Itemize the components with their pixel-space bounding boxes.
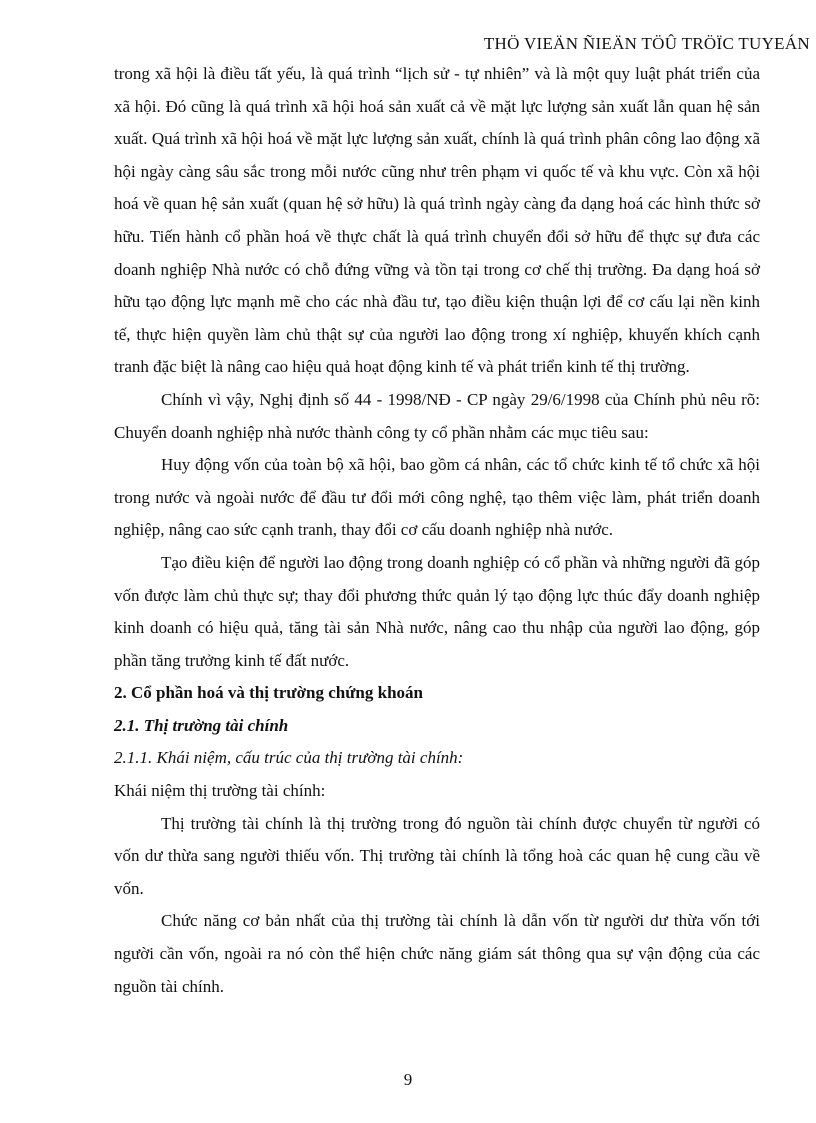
paragraph-definition: Thị trường tài chính là thị trường trong đó nguồn tài chính được chuyển từ người có vốn dư thừa sang người thiếu vốn. Thị trường tài chính là tổng hoà các quan hệ cung cầu về vốn. bbox=[114, 813, 760, 898]
page-number: 9 bbox=[403, 1070, 413, 1089]
document-header: THÖ VIEÄN ÑIEÄN TÖÛ TRÖÏC TUYEÁN bbox=[483, 34, 810, 53]
document-body bbox=[114, 58, 760, 1003]
paragraph-decree: Chính vì vậy, Nghị định số 44 - 1998/NĐ - CP ngày 29/6/1998 của Chính phủ nêu rõ: Chuyển doanh nghiệp nhà nước thành công ty cổ phần nhằm các mục tiêu sau: bbox=[114, 389, 760, 442]
paragraph-capital-mobilization: Huy động vốn của toàn bộ xã hội, bao gồm cá nhân, các tổ chức kinh tế tổ chức xã hội trong nước và ngoài nước để đầu tư đổi mới công nghệ, tạo thêm việc làm, phát triển doanh nghiệp, nâng cao sức cạnh tranh, thay đổi cơ cấu doanh nghiệp nhà nước. bbox=[114, 455, 760, 540]
paragraph-socialization: trong xã hội là điều tất yếu, là quá trình “lịch sử - tự nhiên” và là một quy luật phát triển của xã hội. Đó cũng là quá trình xã hội hoá sản xuất cả về mặt lực lượng sản xuất lẫn quan hệ sản xuất. Quá trình xã hội hoá về mặt lực lượng sản xuất, chính là quá trình phân công lao động xã hội ngày càng sâu sắc trong mỗi nước cũng như trên phạm vi quốc tế và khu vực. Còn xã hội hoá về quan hệ sản xuất (quan hệ sở hữu) là quá trình ngày càng đa dạng hoá các hình thức sở hữu. Tiến hành cổ phần hoá về thực chất là quá trình chuyển đổi sở hữu để thực sự đưa các doanh nghiệp Nhà nước có chỗ đứng vững và tồn tại trong cơ chế thị trường. Đa dạng hoá sở hữu tạo động lực mạnh mẽ cho các nhà đầu tư, tạo điều kiện thuận lợi để cơ cấu lại nền kinh tế, thực hiện quyền làm chủ thật sự của người lao động trong xí nghiệp, khuyến khích cạnh tranh đặc biệt là nâng cao hiệu quả hoạt động kinh tế và phát triển kinh tế thị trường. bbox=[114, 64, 760, 377]
concept-label: Khái niệm thị trường tài chính: bbox=[114, 781, 326, 801]
subsubsection-heading: 2.1.1. Khái niệm, cấu trúc của thị trường tài chính: bbox=[114, 748, 464, 768]
paragraph-worker-ownership: Tạo điều kiện để người lao động trong doanh nghiệp có cổ phần và những người đã góp vốn được làm chủ thực sự; thay đổi phương thức quản lý tạo động lực thúc đẩy doanh nghiệp kinh doanh có hiệu quả, tăng tài sản Nhà nước, nâng cao thu nhập của người lao động, góp phần tăng trưởng kinh tế đất nước. bbox=[114, 552, 760, 670]
paragraph-function: Chức năng cơ bản nhất của thị trường tài chính là dẫn vốn từ người dư thừa vốn tới người cần vốn, ngoài ra nó còn thể hiện chức năng giám sát thông qua sự vận động của các nguồn tài chính. bbox=[114, 911, 760, 996]
section-heading: 2. Cổ phần hoá và thị trường chứng khoán bbox=[114, 683, 423, 703]
subsection-heading: 2.1. Thị trường tài chính bbox=[114, 715, 289, 735]
